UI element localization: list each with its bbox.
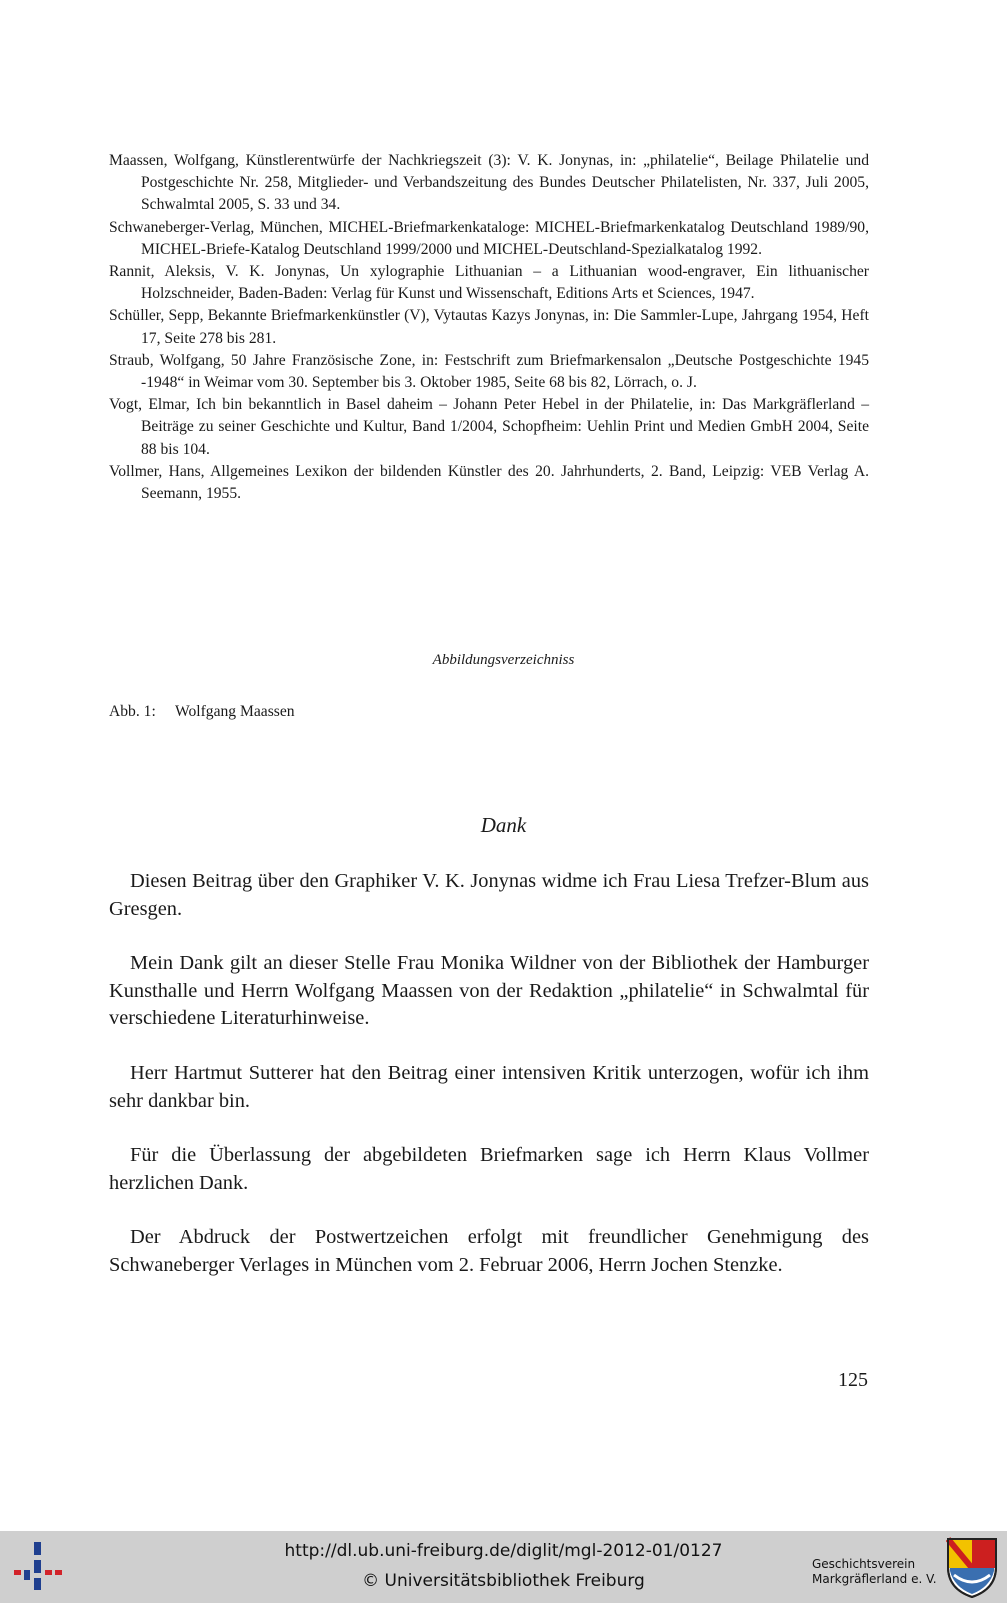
reference-entry: Vollmer, Hans, Allgemeines Lexikon der bildenden Künstler des 20. Jahrhunderts, 2. Band, Leipzig: VEB Verlag A. Seemann, 1955.	[109, 462, 869, 503]
reference-entry: Schüller, Sepp, Bekannte Briefmarkenkünstler (V), Vytautas Kazys Jonynas, in: Die Sammler-Lupe, Jahrgang 1954, Heft 17, Seite 278 bis 281.	[109, 307, 869, 347]
reference-entry: Vogt, Elmar, Ich bin bekanntlich in Basel daheim – Johann Peter Hebel in der Philatelie, in: Das Markgräflerland – Beiträge zu seiner Geschichte und Kultur, Band 1/2004, Schopfheim: Uehlin Print und Medien GmbH 2004, Seite 88 bis 104.	[109, 396, 869, 458]
society-line: Markgräflerland e. V.	[812, 1572, 937, 1586]
thanks-paragraph: Für die Überlassung der abgebildeten Briefmarken sage ich Herrn Klaus Vollmer herzlichen Dank.	[109, 1144, 869, 1194]
thanks-paragraph: Der Abdruck der Postwertzeichen erfolgt mit freundlicher Genehmigung des Schwaneberger Verlages in München vom 2. Februar 2006, Herrn Jochen Stenzke.	[109, 1226, 869, 1276]
thanks-paragraph: Mein Dank gilt an dieser Stelle Frau Monika Wildner von der Bibliothek der Hamburger Kunsthalle und Herrn Wolfgang Maassen von der Redaktion „philatelie“ in Schwalmtal für verschiedene Literaturhinweise.	[109, 952, 869, 1030]
reference-entry: Rannit, Aleksis, V. K. Jonynas, Un xylographie Lithuanian – a Lithuanian wood-engraver, Ein lithuanischer Holzschneider, Baden-Baden: Verlag für Kunst und Wissenschaft, Editions Arts et Sciences, 1947.	[109, 263, 869, 303]
reference-entry: Straub, Wolfgang, 50 Jahre Französische Zone, in: Festschrift zum Briefmarkensalon „Deutsche Postgeschichte 1945 -1948“ in Weimar vom 30. September bis 3. Oktober 1985, Seite 68 bis 82, Lörrach, o. J.	[109, 351, 869, 392]
page-number: 125	[838, 1369, 868, 1391]
reference-entry: Maassen, Wolfgang, Künstlerentwürfe der Nachkriegszeit (3): V. K. Jonynas, in: „philatelie“, Beilage Philatelie und Postgeschichte Nr. 258, Mitglieder- und Verbandszeitung des Bundes Deutscher Philatelisten, Nr. 337, Juli 2005, Schwalmtal 2005, S. 33 und 34.	[109, 152, 869, 214]
society-line: Geschichtsverein	[812, 1557, 916, 1571]
figure-number: Abb. 1:	[109, 703, 156, 720]
thanks-heading: Dank	[480, 813, 527, 837]
figure-list-item	[109, 703, 295, 721]
figure-caption: Wolfgang Maassen	[175, 703, 295, 720]
footer-url-link[interactable]: http://dl.ub.uni-freiburg.de/diglit/mgl-2012-01/0127	[284, 1541, 723, 1561]
coat-of-arms-icon	[946, 1537, 998, 1599]
thanks-section	[109, 868, 869, 1307]
figures-heading: Abbildungsverzeichniss	[432, 652, 575, 668]
footer-copyright: © Universitätsbibliothek Freiburg	[362, 1571, 645, 1591]
reference-entry: Schwaneberger-Verlag, München, MICHEL-Briefmarkenkataloge: MICHEL-Briefmarkenkatalog Deutschland 1989/90, MICHEL-Briefe-Katalog Deutschland 1999/2000 und MICHEL-Deutschland-Spezialkatalog 1992.	[109, 218, 869, 258]
thanks-paragraph: Diesen Beitrag über den Graphiker V. K. Jonynas widme ich Frau Liesa Trefzer-Blum aus Gresgen.	[109, 870, 869, 920]
references-list	[109, 150, 869, 505]
thanks-paragraph: Herr Hartmut Sutterer hat den Beitrag einer intensiven Kritik unterzogen, wofür ich ihm sehr dankbar bin.	[109, 1061, 869, 1112]
society-name	[812, 1557, 937, 1587]
footer-bar	[0, 1531, 1007, 1603]
